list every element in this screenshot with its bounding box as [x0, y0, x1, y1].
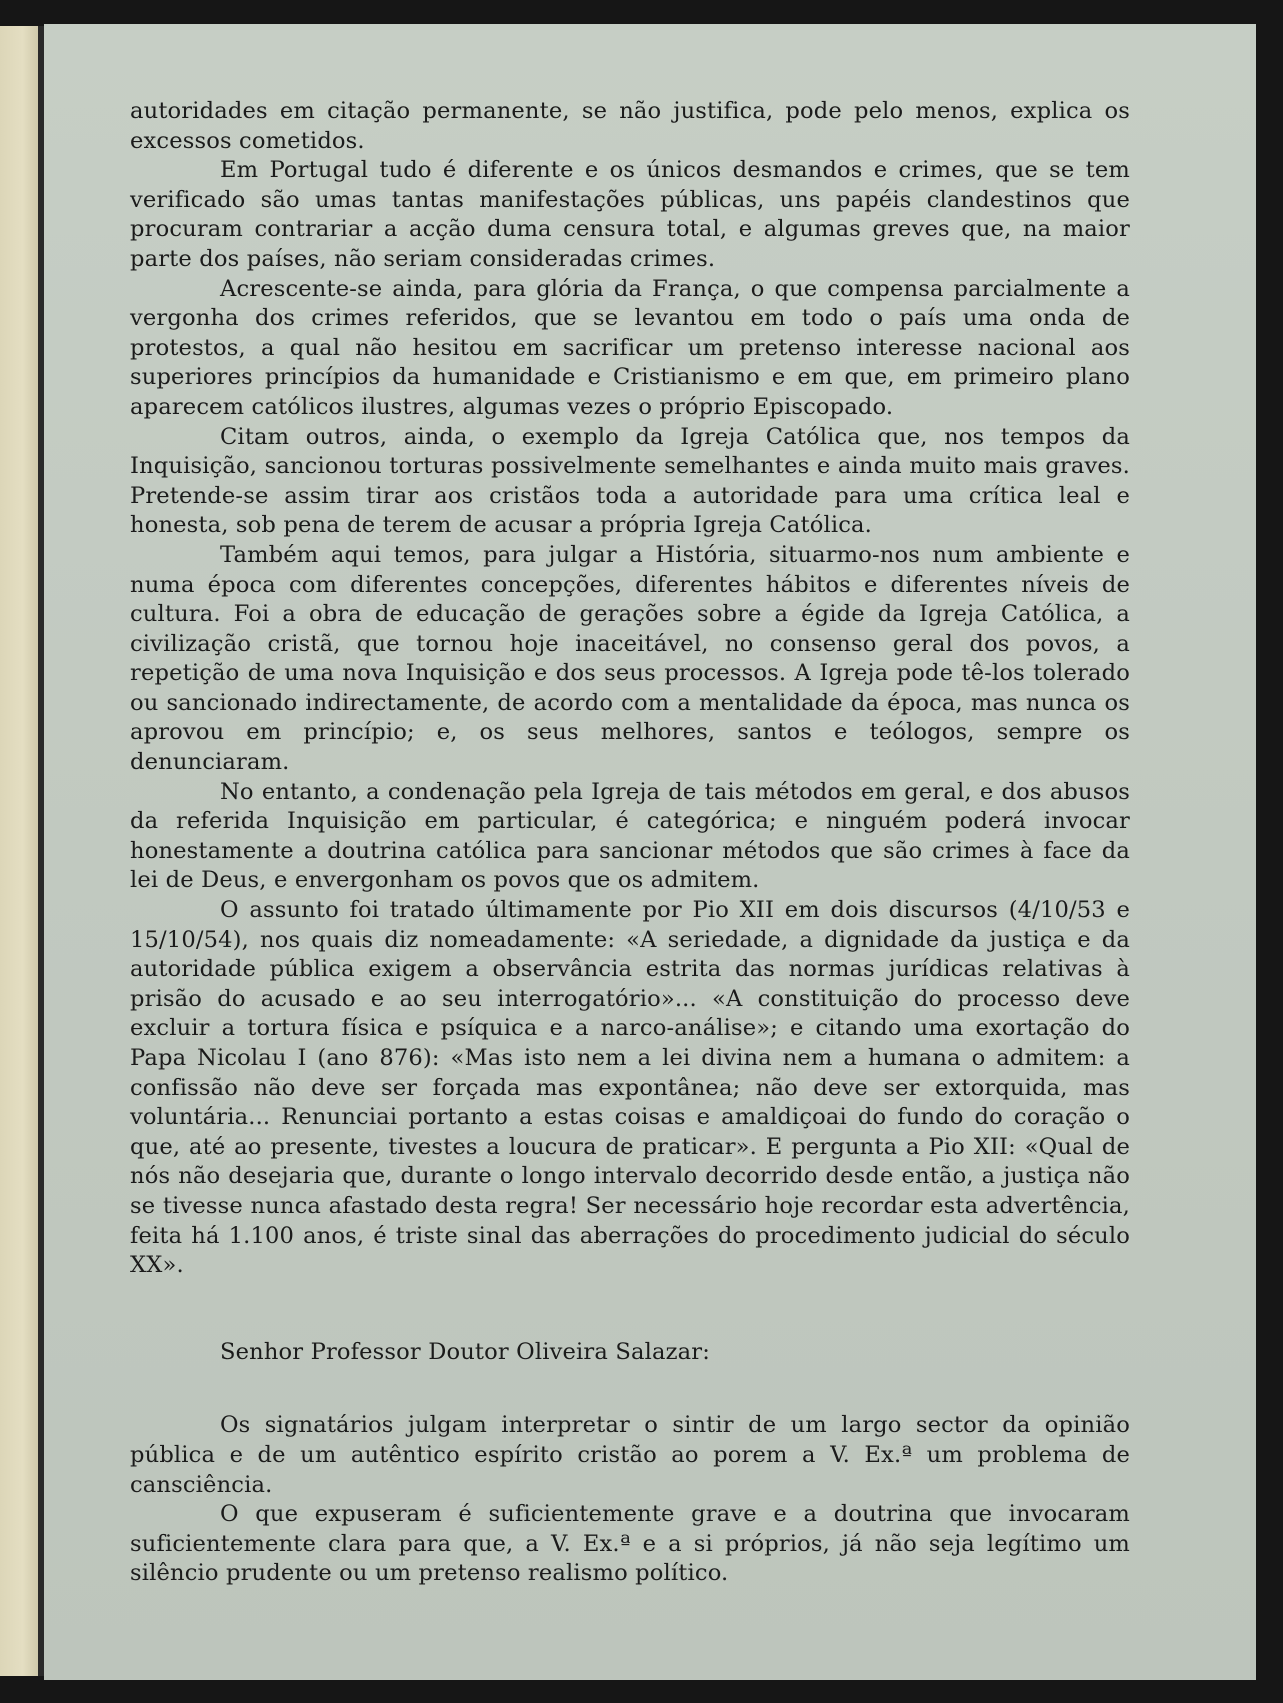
- paragraph-franca: Acrescente-se ainda, para glória da França, o que compensa parcialmente a vergonha dos crimes referidos, que se levantou em todo o país uma onda de protestos, a qual não hesitou em sacrificar um pretenso interesse nacional aos superiores princípios da humanidade e Cristianismo e em que, em primeiro plano aparecem católicos ilustres, algumas vezes o próprio Episcopado.: [130, 275, 1130, 420]
- section-spacer: [130, 1281, 1130, 1338]
- document-page: [44, 24, 1256, 1680]
- adjacent-page-edge: [0, 26, 38, 1676]
- paragraph-portugal: Em Portugal tudo é diferente e os únicos desmandos e crimes, que se tem verificado são umas tantas manifestações públicas, uns papéis clandestinos que procuram contrariar a acção duma censura total, e algumas greves que, na maior parte dos países, não seriam consideradas crimes.: [130, 157, 1130, 272]
- salutation: Senhor Professor Doutor Oliveira Salazar:: [220, 1338, 710, 1365]
- paragraph-pio-xii: O assunto foi tratado últimamente por Pio XII em dois discursos (4/10/53 e 15/10/54), nos quais diz nomeadamente: «A seriedade, a dignidade da justiça e da autoridade pública exigem a observância estrita das normas jurídicas relativas à prisão do acusado e ao seu interrogatório»... «A constituição do processo deve excluir a tortura física e psíquica e a narco-análise»; e citando uma exortação do Papa Nicolau I (ano 876): «Mas isto nem a lei divina nem a humana o admitem: a confissão não deve ser forçada mas expontânea; não deve ser extorquida, mas voluntária... Renunciai portanto a estas coisas e amaldiçoai do fundo do coração o que, até ao presente, tivestes a loucura de praticar». E pergunta a Pio XII: «Qual de nós não desejaria que, durante o longo intervalo decorrido desde então, a justiça não se tivesse nunca afastado desta regra! Ser necessário hoje recordar esta advertência, feita há 1.100 anos, é triste sinal das aberrações do procedimento judicial do século XX».: [130, 897, 1130, 1279]
- paragraph-continuation: autoridades em citação permanente, se não justifica, pode pelo menos, explica os excessos cometidos.: [130, 98, 1130, 154]
- document-body: [130, 97, 1130, 1589]
- closing-paragraph-doutrina: O que expuseram é suficientemente grave e a doutrina que invocaram suficientemente clara para que, a V. Ex.ª e a si próprios, já não seja legítimo um silêncio prudente ou um pretenso realismo político.: [130, 1501, 1130, 1587]
- paragraph-inquisicao: Citam outros, ainda, o exemplo da Igreja Católica que, nos tempos da Inquisição, sancionou torturas possivelmente semelhantes e ainda muito mais graves. Pretende-se assim tirar aos cristãos toda a autoridade para uma crítica leal e honesta, sob pena de terem de acusar a própria Igreja Católica.: [130, 423, 1130, 539]
- section-spacer: [130, 1367, 1130, 1411]
- paragraph-condenacao: No entanto, a condenação pela Igreja de tais métodos em geral, e dos abusos da referida Inquisição em particular, é categórica; e ninguém poderá invocar honestamente a doutrina católica para sancionar métodos que são crimes à face da lei de Deus, e envergonham os povos que os admitem.: [130, 778, 1130, 894]
- paragraph-historia: Também aqui temos, para julgar a História, situarmo-nos num ambiente e numa época com diferentes concepções, diferentes hábitos e diferentes níveis de cultura. Foi a obra de educação de gerações sobre a égide da Igreja Católica, a civilização cristã, que tornou hoje inaceitável, no consenso geral dos povos, a repetição de uma nova Inquisição e dos seus processos. A Igreja pode tê-los tolerado ou sancionado indirectamente, de acordo com a mentalidade da época, mas nunca os aprovou em princípio; e, os seus melhores, santos e teólogos, sempre os denunciaram.: [130, 541, 1130, 776]
- closing-paragraph-signatarios: Os signatários julgam interpretar o sintir de um largo sector da opinião pública e de um autêntico espírito cristão ao porem a V. Ex.ª um problema de cansciência.: [130, 1412, 1130, 1498]
